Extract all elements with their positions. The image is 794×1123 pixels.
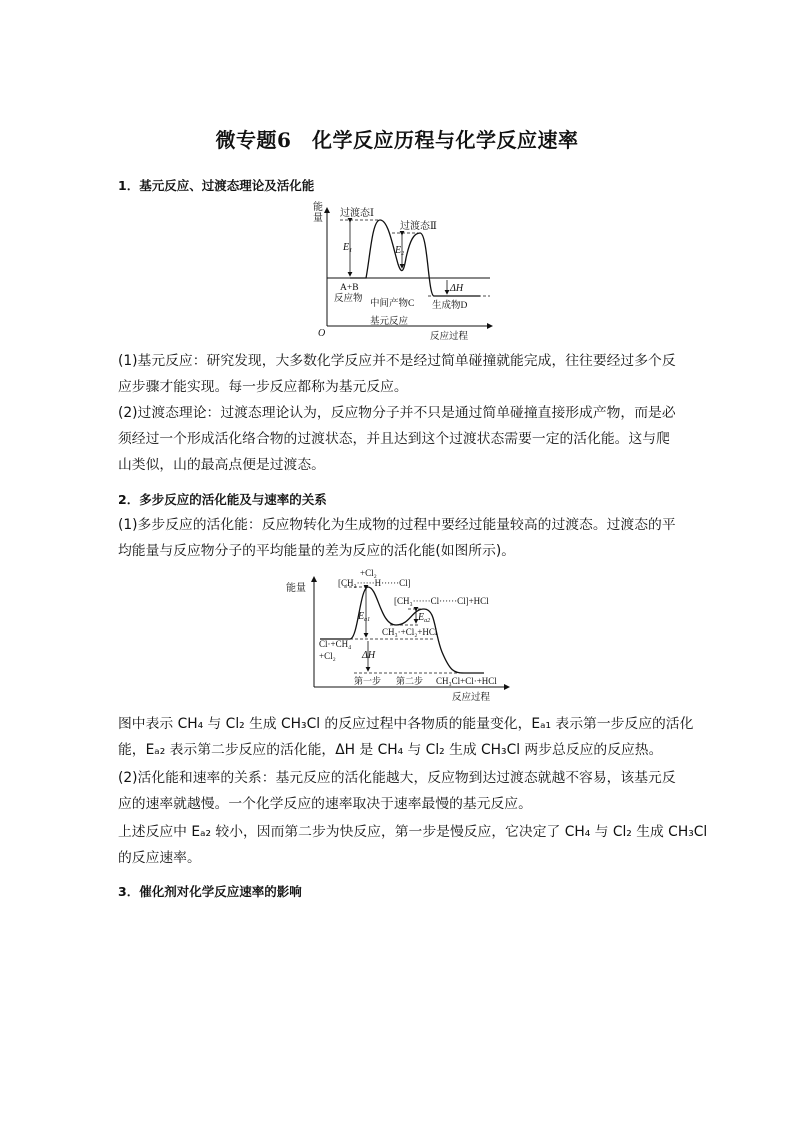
ts2-label: 过渡态Ⅱ (400, 221, 437, 232)
section-1-heading: 1．基元反应、过渡态理论及活化能 (118, 178, 315, 193)
e1-label: $E_1$ (343, 242, 353, 254)
dh-label: ΔH (450, 283, 464, 294)
text-line: (1)基元反应：研究发现，大多数化学反应并不是经过简单碰撞就能完成，往往要经过多个反 (118, 353, 676, 369)
reactant-label-1: Cl·+CH₄ (319, 639, 352, 649)
step1-label: 第一步 (354, 676, 382, 686)
text-line: 应的速率就越慢。一个化学反应的速率取决于速率最慢的基元反应。 (118, 796, 532, 812)
text-line: (2)过渡态理论：过渡态理论认为，反应物分子并不只是通过简单碰撞直接形成产物，而是必 (118, 405, 676, 421)
ea1-label: $E_{a1}$ (358, 611, 371, 623)
product-label: 生成物D (432, 301, 468, 311)
ts1-label: [CH₃······H······Cl] (338, 578, 411, 588)
step2-label: 第二步 (396, 676, 424, 686)
reactant-label-1: A+B (340, 283, 359, 293)
text-line: 应步骤才能实现。每一步反应都称为基元反应。 (118, 379, 408, 395)
x-axis-label: 反应过程 (452, 693, 491, 703)
product-label: CH₃Cl+Cl·+HCl (436, 676, 497, 686)
e2-label: $E_2$ (395, 245, 405, 257)
text-line: (2)活化能和速率的关系：基元反应的活化能越大，反应物到达过渡态就越不容易，该基元反 (118, 770, 676, 786)
reactant-label-2: 反应物 (334, 294, 363, 304)
text-line: (1)多步反应的活化能：反应物转化为生成物的过程中要经过能量较高的过渡态。过渡态的平 (118, 517, 676, 533)
text-line: 图中表示 CH₄ 与 Cl₂ 生成 CH₃Cl 的反应过程中各物质的能量变化，Eₐ₁ 表示第一步反应的活化 (118, 716, 694, 732)
section-3-heading: 3．催化剂对化学反应速率的影响 (118, 884, 302, 899)
x-label-elementary: 基元反应 (370, 317, 409, 327)
text-line: 能，Eₐ₂ 表示第二步反应的活化能，ΔH 是 CH₄ 与 Cl₂ 生成 CH₃Cl 两步总反应的反应热。 (118, 742, 663, 758)
energy-diagram-2 (284, 567, 514, 707)
text-line: 的反应速率。 (118, 850, 201, 866)
section-2-paragraph-1 (118, 512, 678, 564)
energy-diagram-1 (310, 198, 500, 343)
y-axis-label-1: 能 (313, 202, 323, 213)
intermediate-label: CH₃·+Cl₂+HCl (382, 627, 438, 637)
dh-label: ΔH (362, 650, 376, 661)
text-line: 山类似，山的最高点便是过渡态。 (118, 457, 325, 473)
page-title: 微专题6 化学反应历程与化学反应速率 (215, 128, 579, 152)
text-line: 须经过一个形成活化络合物的过渡状态，并且达到这个过渡状态需要一定的活化能。这与爬 (118, 431, 670, 447)
ts1-label: 过渡态Ⅰ (340, 208, 374, 219)
text-line: 上述反应中 Eₐ₂ 较小，因而第二步为快反应，第一步是慢反应，它决定了 CH₄ 与 Cl₂ 生成 CH₃Cl (118, 824, 708, 840)
section-1-paragraph-1 (118, 348, 678, 400)
section-2-paragraph-2 (118, 711, 694, 763)
reactant-label-2: +Cl₂ (319, 651, 336, 661)
section-1-paragraph-2 (118, 400, 678, 478)
y-axis-label-2: 量 (313, 213, 323, 224)
ts2-label: [CH₃······Cl······Cl]+HCl (394, 596, 489, 606)
intermediate-label: 中间产物C (370, 299, 415, 309)
ts1-top-label: +Cl₂ (360, 568, 377, 578)
y-axis-label: 能量 (286, 583, 306, 594)
text-line: 均能量与反应物分子的平均能量的差为反应的活化能(如图所示)。 (118, 543, 516, 559)
origin-label: O (318, 328, 326, 339)
ea2-label: $E_{a2}$ (418, 612, 431, 624)
x-axis-label: 反应过程 (430, 332, 469, 342)
section-2-heading: 2．多步反应的活化能及与速率的关系 (118, 492, 327, 507)
section-2-paragraph-3 (118, 765, 678, 817)
section-2-paragraph-4 (118, 819, 708, 871)
